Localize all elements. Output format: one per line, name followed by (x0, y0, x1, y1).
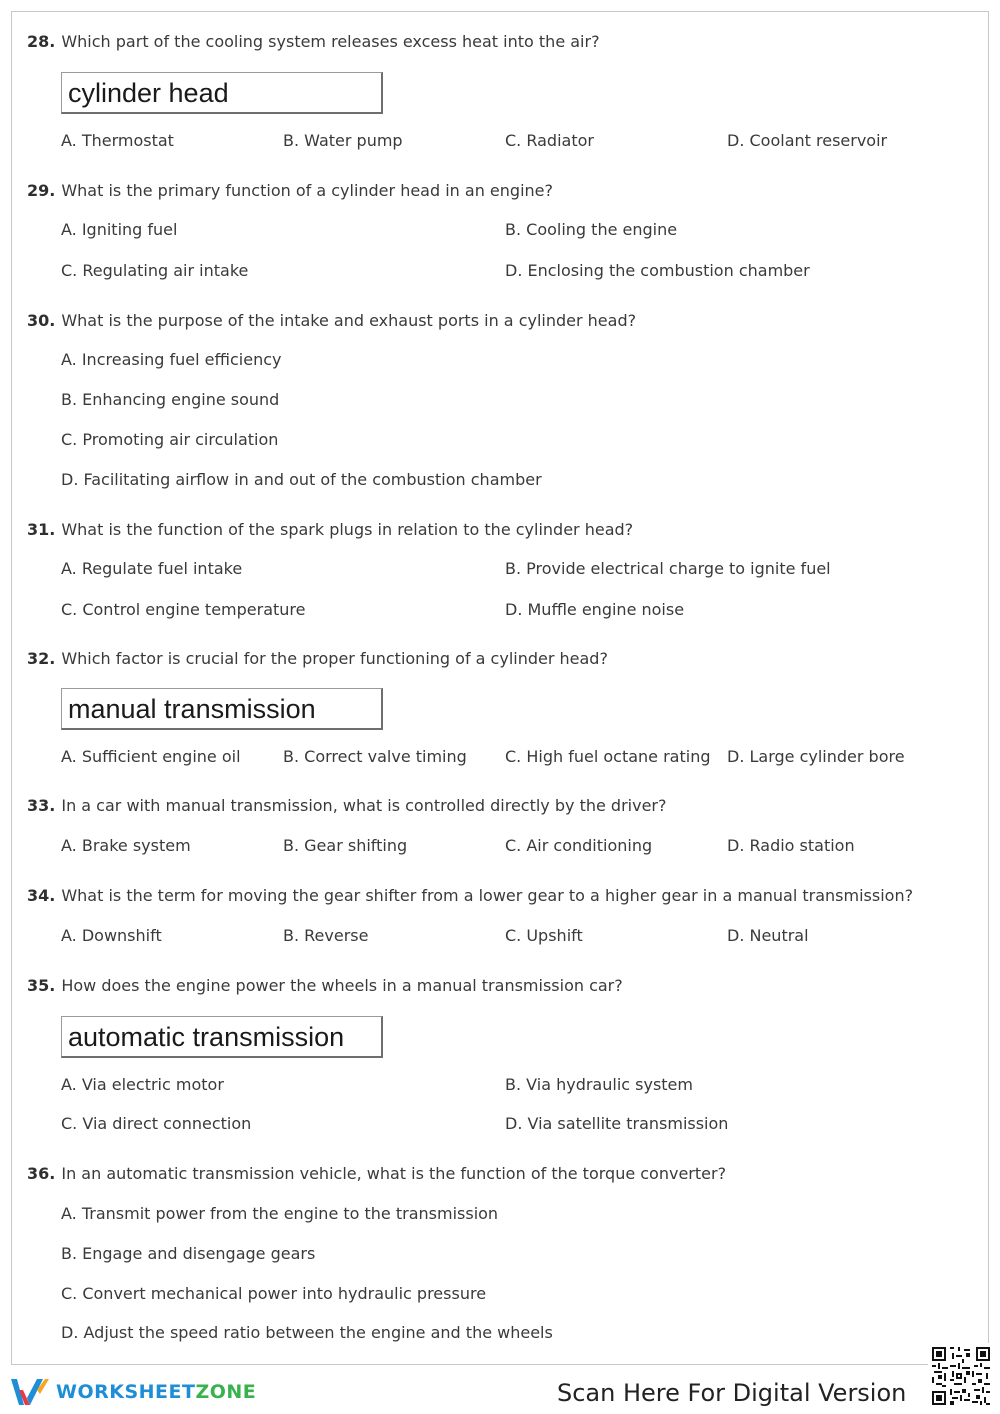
question-prompt: Which part of the cooling system releases excess heat into the air? (61, 32, 600, 51)
answer-option[interactable]: D. Neutral (727, 926, 809, 945)
answer-option[interactable]: C. Regulating air intake (61, 261, 249, 280)
question-number: 34. (27, 886, 56, 905)
question-text (27, 311, 636, 330)
logo-word-worksheet: WORKSHEET (56, 1381, 196, 1403)
answer-option[interactable]: A. Brake system (61, 836, 191, 855)
worksheet-page (11, 11, 989, 1365)
footer (0, 1365, 1000, 1414)
answer-option[interactable]: C. High fuel octane rating (505, 747, 711, 766)
answer-option[interactable]: C. Via direct connection (61, 1114, 252, 1133)
answer-option[interactable]: B. Correct valve timing (283, 747, 467, 766)
question-prompt: What is the primary function of a cylinder head in an engine? (61, 181, 553, 200)
question-prompt: In an automatic transmission vehicle, what is the function of the torque converter? (61, 1164, 727, 1183)
answer-option[interactable]: B. Cooling the engine (505, 220, 678, 239)
qr-code-graphic (932, 1347, 990, 1405)
question-number: 30. (27, 311, 56, 330)
answer-option[interactable]: D. Facilitating airflow in and out of the combustion chamber (61, 470, 542, 489)
question-number: 32. (27, 649, 56, 668)
question-number: 36. (27, 1164, 56, 1183)
question-text (27, 181, 553, 200)
answer-option[interactable]: D. Via satellite transmission (505, 1114, 729, 1133)
answer-option[interactable]: A. Increasing fuel efficiency (61, 350, 282, 369)
question-prompt: How does the engine power the wheels in a manual transmission car? (61, 976, 623, 995)
worksheetzone-logo[interactable] (10, 1375, 256, 1409)
answer-option[interactable]: A. Downshift (61, 926, 162, 945)
answer-option[interactable]: D. Muffle engine noise (505, 600, 685, 619)
question-text (27, 886, 913, 905)
answer-option[interactable]: B. Enhancing engine sound (61, 390, 280, 409)
answer-option[interactable]: C. Air conditioning (505, 836, 653, 855)
answer-option[interactable]: A. Transmit power from the engine to the transmission (61, 1204, 499, 1223)
answer-option[interactable]: D. Coolant reservoir (727, 131, 888, 150)
question-number: 29. (27, 181, 56, 200)
answer-option[interactable]: A. Regulate fuel intake (61, 559, 243, 578)
logo-word-zone: ZONE (195, 1381, 257, 1403)
question-number: 33. (27, 796, 56, 815)
scan-caption: Scan Here For Digital Version (557, 1379, 907, 1407)
answer-option[interactable]: D. Large cylinder bore (727, 747, 905, 766)
w-logo-icon (10, 1376, 50, 1408)
question-text (27, 32, 600, 51)
question-prompt: What is the term for moving the gear shifter from a lower gear to a higher gear in a manual transmission? (61, 886, 914, 905)
section-heading-automatic-transmission: automatic transmission (61, 1016, 383, 1058)
answer-option[interactable]: A. Thermostat (61, 131, 174, 150)
answer-option[interactable]: A. Igniting fuel (61, 220, 178, 239)
answer-option[interactable]: D. Enclosing the combustion chamber (505, 261, 810, 280)
question-text (27, 796, 666, 815)
answer-option[interactable]: B. Provide electrical charge to ignite fuel (505, 559, 831, 578)
answer-option[interactable]: B. Reverse (283, 926, 369, 945)
answer-option[interactable]: C. Radiator (505, 131, 594, 150)
question-number: 31. (27, 520, 56, 539)
answer-option[interactable]: A. Via electric motor (61, 1075, 224, 1094)
answer-option[interactable]: A. Sufficient engine oil (61, 747, 241, 766)
answer-option[interactable]: B. Via hydraulic system (505, 1075, 693, 1094)
answer-option[interactable]: B. Engage and disengage gears (61, 1244, 316, 1263)
answer-option[interactable]: C. Upshift (505, 926, 583, 945)
qr-code-icon[interactable] (928, 1343, 994, 1409)
section-heading-cylinder-head: cylinder head (61, 72, 383, 114)
answer-option[interactable]: C. Convert mechanical power into hydraulic pressure (61, 1284, 487, 1303)
question-text (27, 520, 633, 539)
question-prompt: Which factor is crucial for the proper functioning of a cylinder head? (61, 649, 608, 668)
question-text (27, 1164, 726, 1183)
answer-option[interactable]: B. Water pump (283, 131, 403, 150)
section-heading-manual-transmission: manual transmission (61, 688, 383, 730)
question-number: 35. (27, 976, 56, 995)
question-text (27, 976, 623, 995)
logo-wordmark (56, 1381, 256, 1403)
question-prompt: What is the purpose of the intake and exhaust ports in a cylinder head? (61, 311, 637, 330)
answer-option[interactable]: D. Adjust the speed ratio between the engine and the wheels (61, 1323, 553, 1342)
answer-option[interactable]: C. Control engine temperature (61, 600, 306, 619)
question-text (27, 649, 608, 668)
answer-option[interactable]: C. Promoting air circulation (61, 430, 279, 449)
question-number: 28. (27, 32, 56, 51)
answer-option[interactable]: D. Radio station (727, 836, 855, 855)
question-prompt: In a car with manual transmission, what is controlled directly by the driver? (61, 796, 667, 815)
question-prompt: What is the function of the spark plugs in relation to the cylinder head? (61, 520, 634, 539)
answer-option[interactable]: B. Gear shifting (283, 836, 408, 855)
